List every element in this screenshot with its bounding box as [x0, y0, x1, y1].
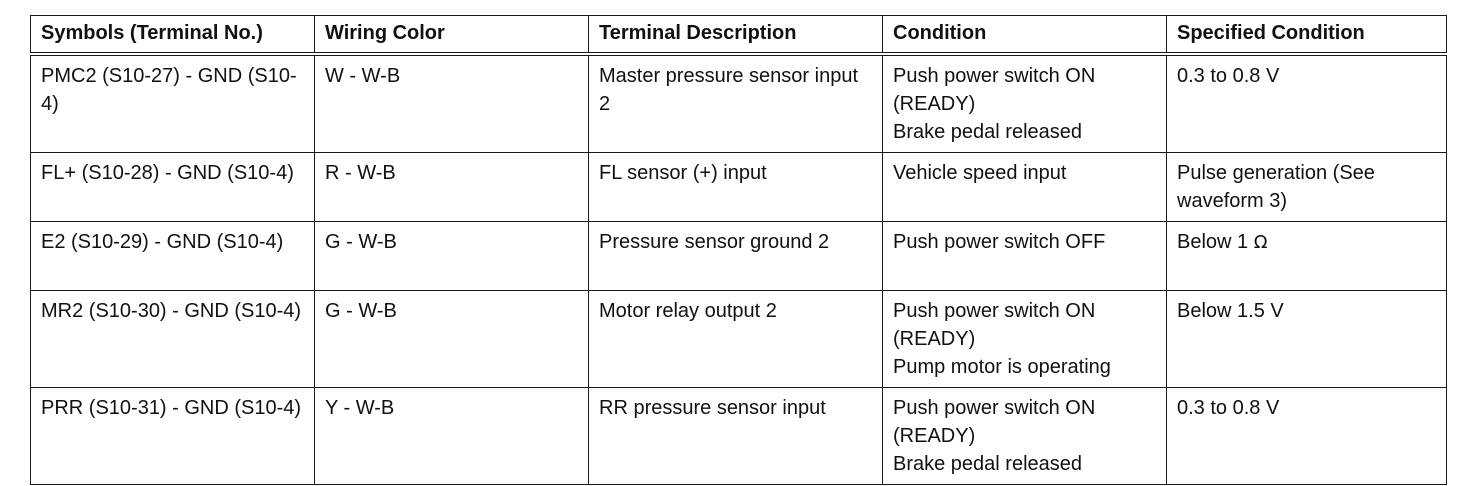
cell-description: RR pressure sensor input	[589, 388, 883, 485]
cell-description: Motor relay output 2	[589, 291, 883, 388]
cell-symbol: PRR (S10-31) - GND (S10-4)	[31, 388, 315, 485]
table-row	[31, 153, 1447, 222]
header-terminal-description: Terminal Description	[589, 16, 883, 55]
header-symbols: Symbols (Terminal No.)	[31, 16, 315, 55]
table-row	[31, 388, 1447, 485]
cell-specified-condition: Below 1.5 V	[1167, 291, 1447, 388]
cell-condition	[883, 54, 1167, 153]
cell-wiring-color: G - W-B	[315, 291, 589, 388]
cell-symbol: MR2 (S10-30) - GND (S10-4)	[31, 291, 315, 388]
cell-description: Master pressure sensor input 2	[589, 54, 883, 153]
cell-description: Pressure sensor ground 2	[589, 222, 883, 291]
specified-text: Below 1	[1177, 231, 1254, 253]
cell-specified-condition: Pulse generation (See waveform 3)	[1167, 153, 1447, 222]
cell-wiring-color: R - W-B	[315, 153, 589, 222]
header-row	[31, 16, 1447, 55]
condition-line: Brake pedal released	[893, 453, 1083, 475]
cell-symbol: PMC2 (S10-27) - GND (S10-4)	[31, 54, 315, 153]
condition-line: Push power switch OFF	[893, 231, 1106, 253]
cell-specified-condition: 0.3 to 0.8 V	[1167, 388, 1447, 485]
cell-wiring-color: W - W-B	[315, 54, 589, 153]
cell-symbol: E2 (S10-29) - GND (S10-4)	[31, 222, 315, 291]
cell-condition	[883, 222, 1167, 291]
cell-condition	[883, 153, 1167, 222]
cell-wiring-color: Y - W-B	[315, 388, 589, 485]
terminal-spec-table	[30, 15, 1447, 485]
cell-condition	[883, 291, 1167, 388]
condition-line: Vehicle speed input	[893, 162, 1067, 184]
condition-line: Push power switch ON (READY)	[893, 65, 1096, 115]
ohm-symbol: Ω	[1253, 232, 1268, 253]
cell-wiring-color: G - W-B	[315, 222, 589, 291]
table-header	[31, 16, 1447, 55]
header-wiring-color: Wiring Color	[315, 16, 589, 55]
cell-specified-condition	[1167, 222, 1447, 291]
header-condition: Condition	[883, 16, 1167, 55]
condition-line: Push power switch ON (READY)	[893, 300, 1096, 350]
table-row	[31, 54, 1447, 153]
table-body	[31, 54, 1447, 485]
cell-description: FL sensor (+) input	[589, 153, 883, 222]
cell-specified-condition: 0.3 to 0.8 V	[1167, 54, 1447, 153]
table-row	[31, 291, 1447, 388]
cell-symbol: FL+ (S10-28) - GND (S10-4)	[31, 153, 315, 222]
condition-line: Brake pedal released	[893, 121, 1083, 143]
condition-line: Pump motor is operating	[893, 356, 1111, 378]
cell-condition	[883, 388, 1167, 485]
table-row	[31, 222, 1447, 291]
header-specified-condition: Specified Condition	[1167, 16, 1447, 55]
condition-line: Push power switch ON (READY)	[893, 397, 1096, 447]
